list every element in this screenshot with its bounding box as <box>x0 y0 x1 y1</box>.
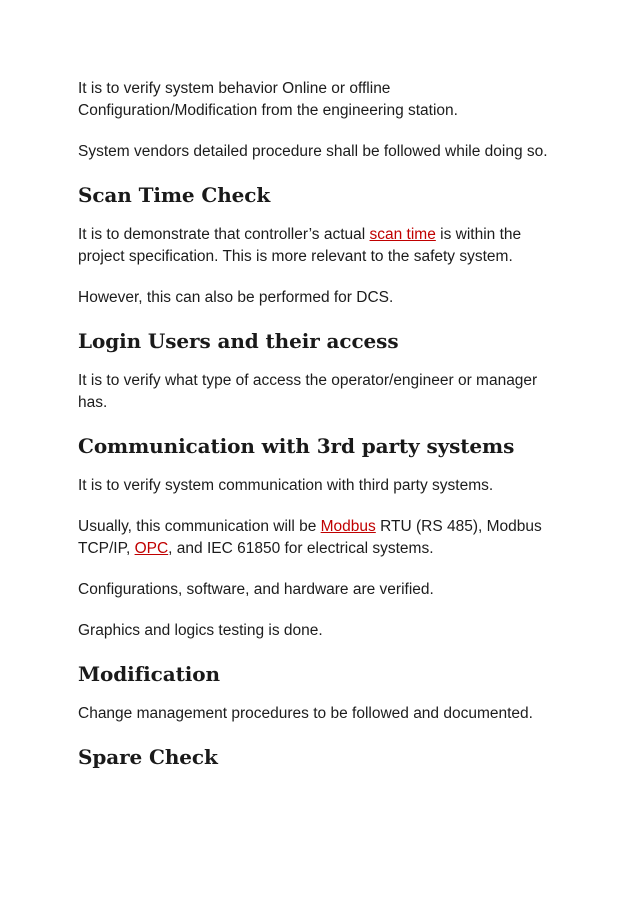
paragraph-graphics <box>78 620 568 642</box>
paragraph-text: Usually, this communication will be <box>78 518 321 535</box>
paragraph-access <box>78 370 568 414</box>
paragraph-text: It is to demonstrate that controller’s actual <box>78 226 370 243</box>
paragraph-third-party <box>78 475 568 497</box>
paragraph-text: RTU (RS 485), Modbus TCP/IP, <box>78 518 542 557</box>
modbus-link[interactable]: Modbus <box>320 518 376 535</box>
heading-communication: Communication with 3rd party systems <box>78 434 515 458</box>
paragraph-text: It is to verify what type of access the operator/engineer or manager has. <box>78 372 538 411</box>
paragraph-scan-time <box>78 224 568 268</box>
paragraph-vendor-procedure <box>78 141 568 163</box>
paragraph-online-offline <box>78 78 568 122</box>
paragraph-dcs <box>78 287 568 309</box>
paragraph-text: However, this can also be performed for DCS. <box>78 289 394 306</box>
paragraph-text: System vendors detailed procedure shall be followed while doing so. <box>78 143 548 160</box>
paragraph-text: Configurations, software, and hardware are verified. <box>78 581 434 598</box>
paragraph-text: It is to verify system communication with third party systems. <box>78 477 494 494</box>
opc-link[interactable]: OPC <box>134 540 169 557</box>
paragraph-protocols <box>78 516 568 560</box>
paragraph-text: is within the project specification. This is more relevant to the safety system. <box>78 226 522 265</box>
document-page <box>78 78 568 770</box>
paragraph-configurations <box>78 579 568 601</box>
paragraph-text: Change management procedures to be followed and documented. <box>78 705 533 722</box>
heading-scan-time-check: Scan Time Check <box>78 183 271 207</box>
paragraph-text: , and IEC 61850 for electrical systems. <box>168 540 434 557</box>
heading-login-users: Login Users and their access <box>78 329 399 353</box>
paragraph-text: Graphics and logics testing is done. <box>78 622 323 639</box>
paragraph-text: It is to verify system behavior Online or offline Configuration/Modification from the engineering station. <box>78 80 458 119</box>
scan-time-link[interactable]: scan time <box>369 226 436 243</box>
heading-spare-check: Spare Check <box>78 745 218 769</box>
heading-modification: Modification <box>78 662 220 686</box>
paragraph-change-management <box>78 703 568 725</box>
